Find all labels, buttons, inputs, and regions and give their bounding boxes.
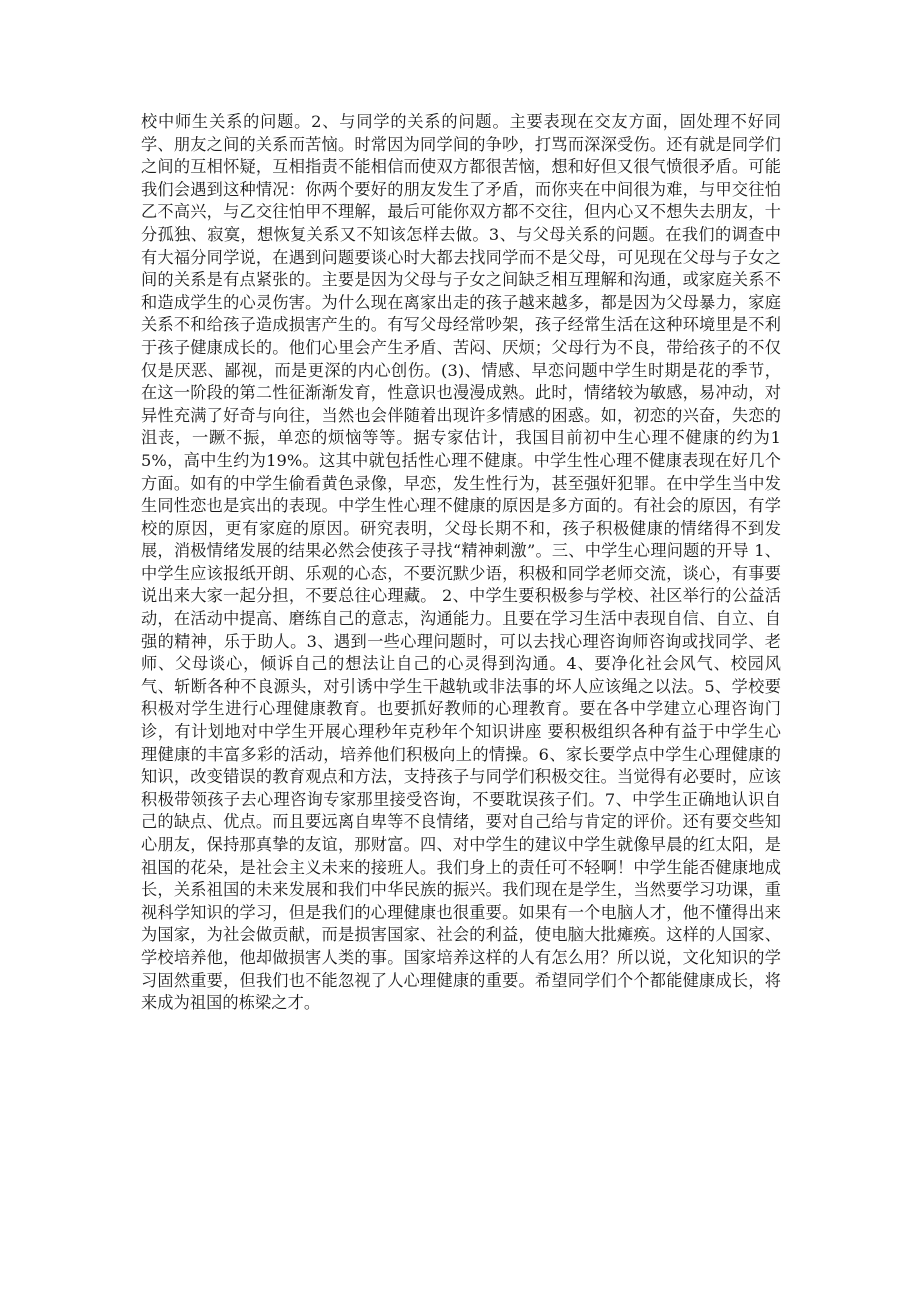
body-paragraph: 校中师生关系的问题。2、与同学的关系的问题。主要表现在交友方面，固处理不好同学、朋友之间的关系而苦恼。时常因为同学间的争吵，打骂而深深受伤。还有就是同学们之间的互相怀疑，互相指责不能相信而使双方都很苦恼，想和好但又很气愤很矛盾。可能我们会遇到这种情况：你两个要好的朋友发生了矛盾，而你夹在中间很为难，与甲交往怕乙不高兴，与乙交往怕甲不理解，最后可能你双方都不交往，但内心又不想失去朋友，十分孤独、寂寞，想恢复关系又不知该怎样去做。3、与父母关系的问题。在我们的调查中有大福分同学说，在遇到问题要谈心时大都去找同学而不是父母，可见现在父母与子女之间的关系是有点紧张的。主要是因为父母与子女之间缺乏相互理解和沟通，或家庭关系不和造成学生的心灵伤害。为什么现在离家出走的孩子越来越多，都是因为父母暴力，家庭关系不和给孩子造成损害产生的。有写父母经常吵架，孩子经常生活在这种环境里是不利于孩子健康成长的。他们心里会产生矛盾、苦闷、厌烦；父母行为不良，带给孩子的不仅仅是厌恶、鄙视，而是更深的内心创伤。(3)、情感、早恋问题中学生时期是花的季节，在这一阶段的第二性征渐渐发育，性意识也漫漫成熟。此时，情绪较为敏感，易冲动，对异性充满了好奇与向往，当然也会伴随着出现许多情感的困惑。如，初恋的兴奋，失恋的沮丧，一蹶不振，单恋的烦恼等等。据专家估计，我国目前初中生心理不健康的约为15%，高中生约为19%。这其中就包括性心理不健康。中学生性心理不健康表现在好几个方面。如有的中学生偷看黄色录像，早恋，发生性行为，甚至强奸犯罪。在中学生当中发生同性恋也是宾出的表现。中学生性心理不健康的原因是多方面的。有社会的原因，有学校的原因，更有家庭的原因。研究表明，父母长期不和，孩子积极健康的情绪得不到发展，消极情绪发展的结果必然会使孩子寻找“精神刺激”。三、中学生心理问题的开导 1、中学生应该报纸开朗、乐观的心态，不要沉默少语，积极和同学老师交流，谈心，有事要说出来大家一起分担，不要总往心理藏。 2、中学生要积极参与学校、社区举行的公益活动，在活动中提高、磨练自己的意志，沟通能力。且要在学习生活中表现自信、自立、自强的精神，乐于助人。3、遇到一些心理问题时，可以去找心理咨询师咨询或找同学、老师、父母谈心，倾诉自己的想法让自己的心灵得到沟通。4、要净化社会风气、校园风气、斩断各种不良源头，对引诱中学生干越轨或非法事的坏人应该绳之以法。5、学校要积极对学生进行心理健康教育。也要抓好教师的心理教育。要在各中学建立心理咨询门诊，有计划地对中学生开展心理秒年克秒年个知识讲座 要积极组织各种有益于中学生心理健康的丰富多彩的活动，培养他们积极向上的情操。6、家长要学点中学生心理健康的知识，改变错误的教育观点和方法，支持孩子与同学们积极交往。当觉得有必要时，应该积极带领孩子去心理咨询专家那里接受咨询，不要耽误孩子们。7、中学生正确地认识自己的缺点、优点。而且要远离自卑等不良情绪，要对自己给与肯定的评价。还有要交些知心朋友，保持那真挚的友谊，那财富。四、对中学生的建议中学生就像早晨的红太阳，是祖国的花朵，是社会主义未来的接班人。我们身上的责任可不轻啊！中学生能否健康地成长，关系祖国的未来发展和我们中华民族的振兴。我们现在是学生，当然要学习功课，重视科学知识的学习，但是我们的心理健康也很重要。如果有一个电脑人才，他不懂得出来为国家，为社会做贡献，而是损害国家、社会的利益，使电脑大批瘫痪。这样的人国家、学校培养他，他却做损害人类的事。国家培养这样的人有怎么用？所以说，文化知识的学习固然重要，但我们也不能忽视了人心理健康的重要。希望同学们个个都能健康成长，将来成为祖国的栋梁之才。 <box>141 112 781 1013</box>
